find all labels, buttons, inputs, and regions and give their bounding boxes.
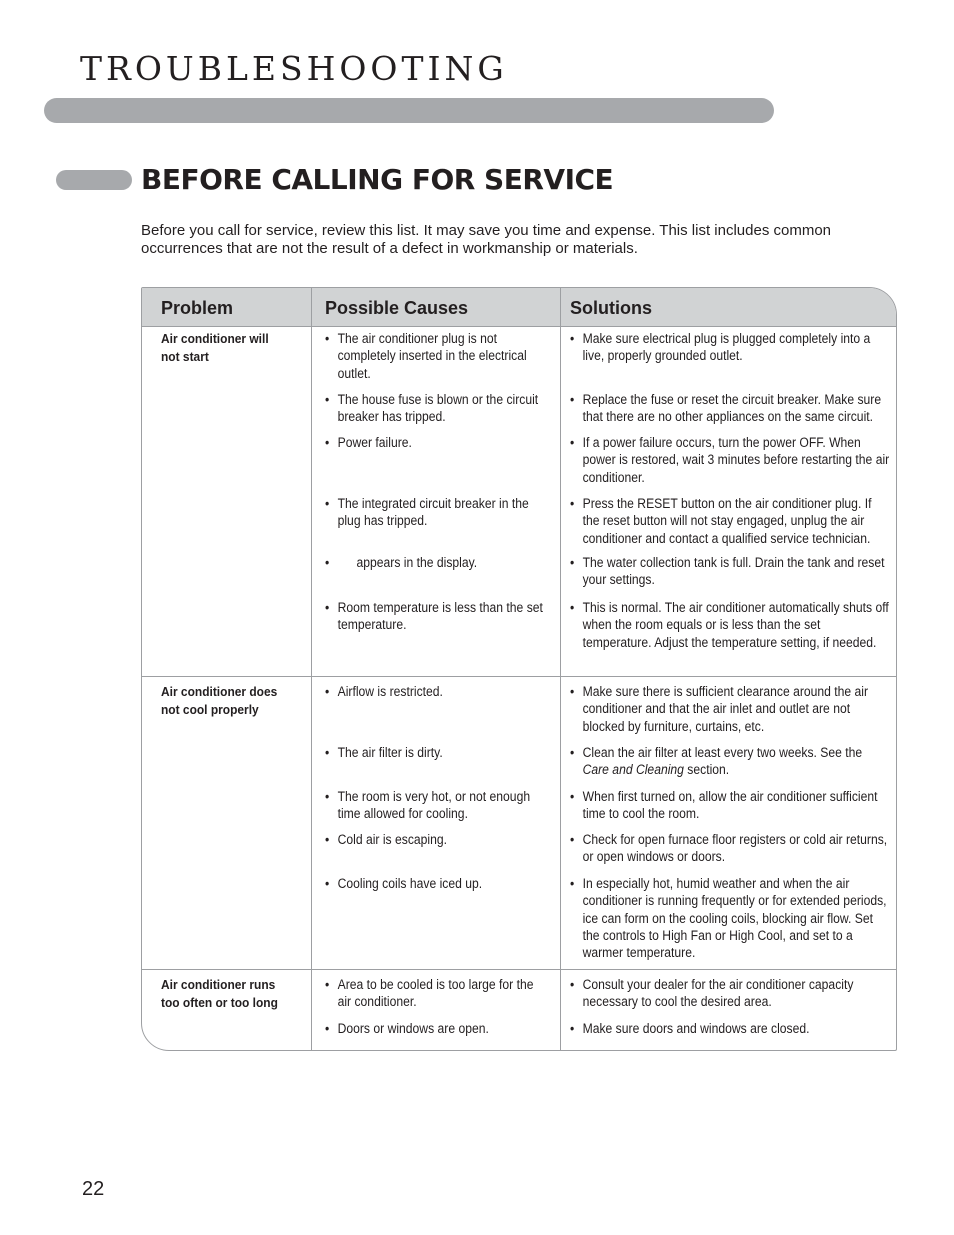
solution-item [570,744,890,779]
solution-item [570,1020,890,1037]
cause-text: The house fuse is blown or the circuit breaker has tripped. [337,392,539,425]
cause-item [325,831,550,848]
group-divider [142,969,896,970]
bullet: • [570,435,575,450]
solution-text: This is normal. The air conditioner automatically shuts off when the room equals or is less than the set temperature. Adjust the temperature setting, if needed. [582,600,889,650]
header-problem: Problem [161,298,234,318]
bullet: • [325,331,330,346]
bullet: • [570,876,575,891]
bullet: • [325,392,330,407]
solution-item [570,683,890,735]
bullet: • [325,600,330,615]
cause-item [325,788,550,823]
header-rule-bar [44,98,774,123]
header-causes: Possible Causes [325,298,469,318]
table-header [142,288,896,327]
cause-item [325,1020,550,1037]
solution-text: Replace the fuse or reset the circuit breaker. Make sure that there are no other appliances on the same circuit. [582,392,882,425]
cause-item [325,434,550,451]
solution-item [570,554,890,589]
cause-text: Area to be cooled is too large for the air conditioner. [337,977,534,1010]
bullet: • [570,600,575,615]
cause-text: Doors or windows are open. [337,1021,489,1036]
problem-label: Air conditioner runs too often or too long [161,977,278,1010]
cause-text: appears in the display. [356,555,478,570]
bullet: • [570,496,575,511]
header-solutions: Solutions [570,298,652,318]
bullet: • [325,496,330,511]
bullet: • [570,745,575,760]
cause-item [325,391,550,426]
cause-item [325,976,550,1011]
cause-text: Power failure. [337,435,412,450]
bullet: • [570,832,575,847]
solution-text: The water collection tank is full. Drain the tank and reset your settings. [582,555,885,588]
bullet: • [570,789,575,804]
solution-text: Consult your dealer for the air conditioner capacity necessary to cool the desired area. [582,977,854,1010]
cause-item [325,683,550,700]
cause-text: The room is very hot, or not enough time allowed for cooling. [337,789,531,822]
solution-item [570,391,890,426]
solution-item [570,788,890,823]
solution-item [570,831,890,866]
solution-text: Make sure electrical plug is plugged completely into a live, properly grounded outlet. [582,331,871,364]
bullet: • [325,876,330,891]
bullet: • [570,684,575,699]
bullet: • [325,832,330,847]
solution-text-post: section. [687,762,730,778]
solution-item [570,330,890,365]
bullet: • [325,977,330,992]
page-number: 22 [82,1178,105,1200]
solution-item [570,495,890,547]
problem-label: Air conditioner will not start [161,331,269,364]
cause-item [325,330,550,382]
troubleshooting-table [141,287,897,1051]
cause-text: The air filter is dirty. [337,745,443,760]
bullet: • [325,789,330,804]
solution-text [570,744,890,779]
cause-item [325,875,550,892]
bullet: • [325,745,330,760]
solution-text-pre: Clean the air filter at least every two weeks. See the [582,745,863,760]
problem-label: Air conditioner does not cool properly [161,684,278,717]
cause-text: Cold air is escaping. [337,832,448,847]
solution-item [570,599,890,651]
cause-text: The air conditioner plug is not completely inserted in the electrical outlet. [337,331,527,381]
cause-text: Airflow is restricted. [337,684,443,699]
bullet: • [570,555,575,570]
cause-text: The integrated circuit breaker in the plug has tripped. [337,496,529,529]
solution-text: Make sure there is sufficient clearance around the air conditioner and that the air inlet and outlet are not blocked by furniture, curtains, etc. [582,684,869,734]
cause-item [325,495,550,530]
group-divider [142,676,896,677]
bullet: • [570,331,575,346]
cause-item [325,599,550,634]
cause-item [325,744,550,761]
section-marker-pill [56,170,132,190]
column-divider [311,288,312,1050]
cause-text: Room temperature is less than the set temperature. [337,600,543,633]
page-title: TROUBLESHOOTING [80,49,508,88]
column-divider [560,288,561,1050]
bullet: • [325,435,330,450]
bullet: • [570,392,575,407]
bullet: • [570,1021,575,1036]
bullet: • [570,977,575,992]
bullet: • [325,555,330,570]
solution-text: Press the RESET button on the air conditioner plug. If the reset button will not stay engaged, unplug the air conditioner and contact a qualified service technician. [582,496,872,546]
solution-item [570,875,890,961]
solution-text: Make sure doors and windows are closed. [582,1021,810,1036]
bullet: • [325,684,330,699]
cause-text: Cooling coils have iced up. [337,876,483,891]
solution-text: When first turned on, allow the air conditioner sufficient time to cool the room. [582,789,878,822]
section-title: BEFORE CALLING FOR SERVICE [141,163,614,196]
solution-item [570,434,890,486]
care-and-cleaning-reference: Care and Cleaning [582,762,684,778]
solution-text: Check for open furnace floor registers or cold air returns, or open windows or doors. [582,832,888,865]
cause-item [325,554,550,571]
solution-text: In especially hot, humid weather and when the air conditioner is running frequently or for extended periods, ice can form on the cooling coils, blocking air flow. Set the controls to High Fan or High Cool, and set to a warmer temperature. [582,876,887,961]
solution-item [570,976,890,1011]
solution-text: If a power failure occurs, turn the power OFF. When power is restored, wait 3 minutes before restarting the air conditioner. [582,435,890,485]
bullet: • [325,1021,330,1036]
intro-paragraph: Before you call for service, review this list. It may save you time and expense. This list includes common occurrences that are not the result of a defect in workmanship or materials. [141,222,832,257]
